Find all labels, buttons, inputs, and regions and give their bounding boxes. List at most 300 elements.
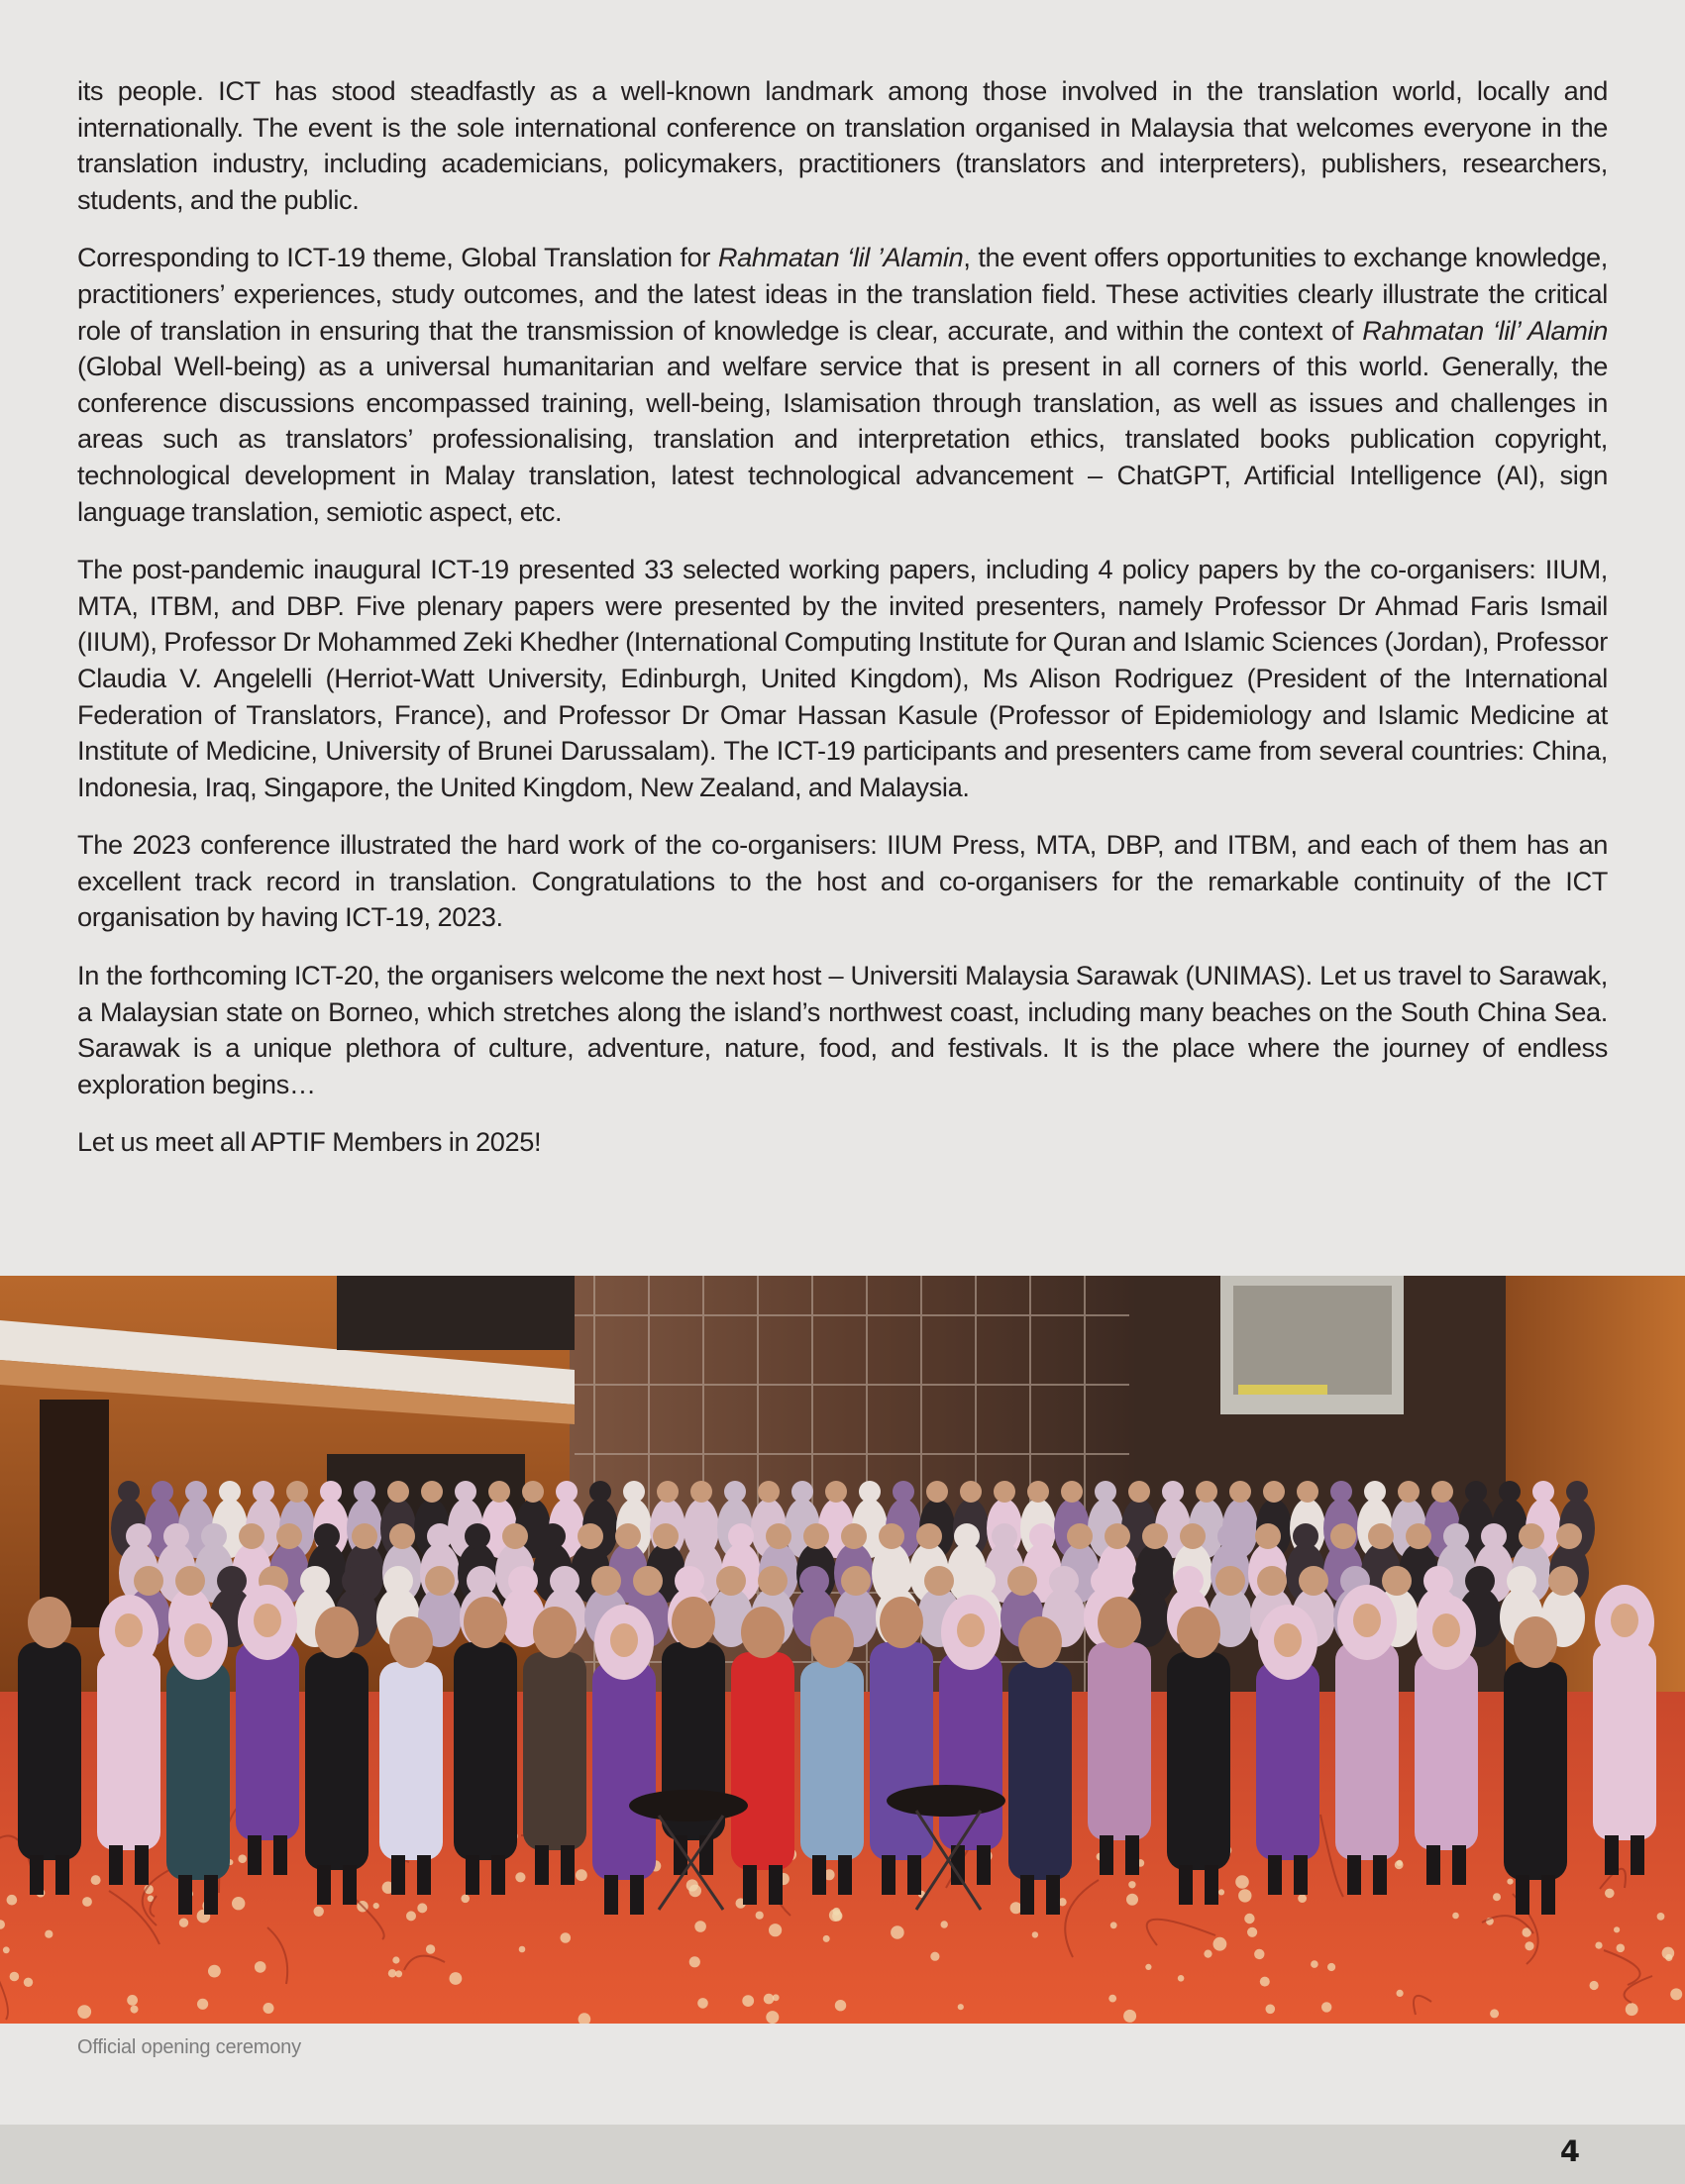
attendee-front-head bbox=[810, 1616, 854, 1668]
carpet-flower bbox=[519, 1946, 526, 1953]
carpet-flower bbox=[1665, 1954, 1672, 1961]
attendee-leg bbox=[743, 1865, 757, 1905]
carpet-flower bbox=[766, 2011, 779, 2024]
carpet-flower bbox=[1213, 1937, 1227, 1951]
carpet-flower bbox=[314, 1907, 324, 1917]
attendee-head bbox=[1465, 1566, 1495, 1596]
attendee-head bbox=[633, 1566, 663, 1596]
attendee-leg bbox=[907, 1855, 921, 1895]
attendee-leg bbox=[30, 1855, 44, 1895]
attendee-face bbox=[115, 1613, 143, 1647]
carpet-flower bbox=[941, 1921, 948, 1927]
attendee-head bbox=[1499, 1481, 1521, 1503]
attendee-leg bbox=[135, 1845, 149, 1885]
carpet-flower bbox=[1010, 1902, 1022, 1914]
attendee-head bbox=[556, 1481, 578, 1503]
carpet-flower bbox=[764, 1994, 775, 2005]
attendee-face bbox=[1611, 1604, 1638, 1637]
attendee-leg bbox=[769, 1865, 783, 1905]
carpet-flower bbox=[689, 1956, 700, 1967]
attendee-leg bbox=[1294, 1855, 1308, 1895]
attendee-head bbox=[1423, 1566, 1453, 1596]
attendee-head bbox=[540, 1523, 566, 1549]
attendee-head bbox=[465, 1523, 490, 1549]
attendee-front-head bbox=[880, 1597, 923, 1648]
attendee-leg bbox=[812, 1855, 826, 1895]
attendee-head bbox=[1049, 1566, 1079, 1596]
carpet-flower bbox=[1395, 1860, 1404, 1869]
text-segment: The post-pandemic inaugural ICT-19 presented 33 selected working papers, including 4 policy papers by the co-organisers: IIUM, MTA, ITBM, and DBP. Five plenary papers were presented by the invited presenters, namely Professor Dr Ahmad Faris Ismail (IIUM), Professor Dr Mohammed Zeki Khedher (International Computing Institute for Quran and Islamic Sciences (Jordan), Professor Claudia V. Angelelli (Herriot-Watt University, Edinburgh, United Kingdom), Ms Alison Rodriguez (President of the International Federation of Translators, France), and Professor Dr Omar Hassan Kasule (Professor of Epidemiology and Islamic Medicine at Institute of Medicine, University of Brunei Darussalam). The ICT-19 participants and presenters came from several countries: China, Indonesia, Iraq, Singapore, the United Kingdom, New Zealand, and Malaysia. bbox=[77, 554, 1608, 802]
doorway-left bbox=[40, 1400, 109, 1627]
attendee-head bbox=[1299, 1566, 1328, 1596]
attendee-front-body bbox=[523, 1652, 586, 1850]
attendee-head bbox=[421, 1481, 443, 1503]
attendee-leg bbox=[882, 1855, 895, 1895]
carpet-flower bbox=[1126, 1894, 1138, 1906]
attendee-leg bbox=[1020, 1875, 1034, 1915]
attendee-head bbox=[488, 1481, 510, 1503]
attendee-front-body bbox=[731, 1652, 794, 1870]
carpet-flower bbox=[958, 2004, 964, 2010]
carpet-flower bbox=[45, 1930, 53, 1938]
attendee-head bbox=[354, 1481, 375, 1503]
attendee-leg bbox=[1452, 1845, 1466, 1885]
italic-term: Rahmatan ‘lil ’Alamin bbox=[717, 242, 964, 273]
attendee-front-body bbox=[1593, 1642, 1656, 1840]
attendee-head bbox=[1481, 1523, 1507, 1549]
attendee-head bbox=[1532, 1481, 1554, 1503]
carpet-flower bbox=[832, 1911, 842, 1921]
attendee-front-body bbox=[379, 1662, 443, 1860]
attendee-leg bbox=[1205, 1865, 1218, 1905]
attendee-head bbox=[589, 1481, 611, 1503]
attendee-head bbox=[522, 1481, 544, 1503]
attendee-leg bbox=[109, 1845, 123, 1885]
carpet-flower bbox=[1617, 1944, 1626, 1953]
attendee-leg bbox=[1631, 1835, 1644, 1875]
attendee-leg bbox=[535, 1845, 549, 1885]
attendee-leg bbox=[1179, 1865, 1193, 1905]
attendee-leg bbox=[977, 1845, 991, 1885]
attendee-head bbox=[690, 1523, 716, 1549]
attendee-front-head bbox=[1514, 1616, 1557, 1668]
carpet-flower bbox=[1657, 1913, 1665, 1921]
attendee-leg bbox=[1125, 1835, 1139, 1875]
attendee-head bbox=[201, 1523, 227, 1549]
carpet-flower bbox=[756, 1912, 764, 1920]
carpet-flower bbox=[461, 1895, 470, 1904]
carpet-flower bbox=[1145, 1964, 1151, 1970]
text-segment: (Global Well-being) as a universal humanitarian and welfare service that is present in all corners of this world. Generally, the conference discussions encompassed training, well-being, Islamisation through translation, as well as issues and challenges in areas such as translators’ professionalising, translation and interpretation ethics, translated books publication copyright, technological development in Malay translation, latest technological advancement – ChatGPT, Artificial Intelligence (AI), sign language translation, semiotic aspect, etc. bbox=[77, 351, 1608, 527]
attendee-head bbox=[185, 1481, 207, 1503]
attendee-head bbox=[550, 1566, 579, 1596]
attendee-face bbox=[1432, 1613, 1460, 1647]
carpet-flower bbox=[1525, 1941, 1533, 1950]
attendee-head bbox=[175, 1566, 205, 1596]
attendee-face bbox=[957, 1613, 985, 1647]
carpet-flower bbox=[24, 1978, 33, 1987]
carpet-flower bbox=[1311, 1960, 1318, 1968]
carpet-flower bbox=[426, 1944, 435, 1953]
attendee-head bbox=[467, 1566, 496, 1596]
attendee-head bbox=[926, 1481, 948, 1503]
attendee-head bbox=[314, 1523, 340, 1549]
carpet-flower bbox=[7, 1895, 18, 1906]
attendee-head bbox=[300, 1566, 330, 1596]
page-footer bbox=[0, 2125, 1685, 2184]
photo-caption: Official opening ceremony bbox=[77, 2036, 301, 2058]
carpet-flower bbox=[392, 1956, 399, 1963]
attendee-head bbox=[960, 1481, 982, 1503]
attendee-head bbox=[1255, 1523, 1281, 1549]
attendee-head bbox=[1406, 1523, 1431, 1549]
attendee-head bbox=[1196, 1481, 1217, 1503]
carpet-flower bbox=[3, 1946, 10, 1953]
attendee-head bbox=[879, 1523, 904, 1549]
screen-content bbox=[1233, 1286, 1392, 1395]
attendee-head bbox=[152, 1481, 173, 1503]
attendee-leg bbox=[604, 1875, 618, 1915]
carpet-flower bbox=[688, 1885, 701, 1898]
carpet-flower bbox=[1244, 1914, 1254, 1924]
attendee-head bbox=[387, 1481, 409, 1503]
attendee-head bbox=[1061, 1481, 1083, 1503]
carpet-flower bbox=[742, 1995, 754, 2007]
attendee-head bbox=[1519, 1523, 1544, 1549]
screen-banner bbox=[1238, 1385, 1327, 1395]
attendee-leg bbox=[55, 1855, 69, 1895]
attendee-head bbox=[1297, 1481, 1318, 1503]
carpet-flower bbox=[1490, 2009, 1499, 2018]
attendee-front-body bbox=[305, 1652, 369, 1870]
attendee-head bbox=[799, 1566, 829, 1596]
attendee-head bbox=[320, 1481, 342, 1503]
attendee-front-body bbox=[18, 1642, 81, 1860]
attendee-head bbox=[1330, 1481, 1352, 1503]
article-body bbox=[77, 73, 1608, 1183]
attendee-head bbox=[276, 1523, 302, 1549]
attendee-head bbox=[1382, 1566, 1412, 1596]
attendee-leg bbox=[561, 1845, 575, 1885]
carpet-flower bbox=[891, 1925, 904, 1939]
attendee-head bbox=[1162, 1481, 1184, 1503]
text-segment: its people. ICT has stood steadfastly as a well-known landmark among those involved in the translation world, locally and internationally. The event is the sole international conference on translation organised in Malaysia that welcomes everyone in the translation industry, including academicians, policymakers, practitioners (translators and interpreters), publishers, researchers, students, and the public. bbox=[77, 75, 1608, 215]
text-segment: Let us meet all APTIF Members in 2025! bbox=[77, 1126, 542, 1158]
carpet-flower bbox=[238, 1854, 247, 1863]
attendee-leg bbox=[1268, 1855, 1282, 1895]
carpet-flower bbox=[1321, 2002, 1331, 2012]
attendee-front-body bbox=[1167, 1652, 1230, 1870]
attendee-head bbox=[1174, 1566, 1204, 1596]
attendee-front-head bbox=[672, 1597, 715, 1648]
attendee-front-body bbox=[454, 1642, 517, 1860]
attendee-head bbox=[1142, 1523, 1168, 1549]
attendee-head bbox=[1293, 1523, 1318, 1549]
carpet-flower bbox=[823, 1935, 830, 1942]
attendee-head bbox=[675, 1566, 704, 1596]
balcony-dark bbox=[337, 1276, 575, 1350]
attendee-head bbox=[766, 1523, 791, 1549]
attendee-head bbox=[803, 1523, 829, 1549]
attendee-head bbox=[352, 1523, 377, 1549]
attendee-leg bbox=[343, 1865, 357, 1905]
attendee-front-body bbox=[1415, 1652, 1478, 1850]
attendee-head bbox=[389, 1523, 415, 1549]
attendee-head bbox=[716, 1566, 746, 1596]
carpet-flower bbox=[388, 1969, 396, 1977]
attendee-head bbox=[286, 1481, 308, 1503]
attendee-front-body bbox=[1504, 1662, 1567, 1880]
attendee-head bbox=[253, 1481, 274, 1503]
carpet-flower bbox=[1452, 1913, 1459, 1920]
carpet-flower bbox=[697, 1998, 708, 2009]
attendee-front-head bbox=[533, 1607, 577, 1658]
italic-term: Rahmatan ‘lil’ Alamin bbox=[1362, 314, 1608, 346]
attendee-front-body bbox=[166, 1662, 230, 1880]
carpet-flower bbox=[1605, 1889, 1615, 1899]
carpet-flower bbox=[769, 1924, 782, 1936]
attendee-head bbox=[163, 1523, 189, 1549]
attendee-head bbox=[690, 1481, 712, 1503]
carpet-flower bbox=[1507, 1879, 1513, 1885]
carpet-flower bbox=[1327, 1963, 1335, 1971]
attendee-head bbox=[1368, 1523, 1394, 1549]
attendee-front-head bbox=[28, 1597, 71, 1648]
carpet-flower bbox=[773, 1994, 780, 2001]
attendee-front-body bbox=[939, 1652, 1002, 1850]
carpet-flower bbox=[450, 1972, 463, 1985]
attendee-front-body bbox=[1335, 1642, 1399, 1860]
attendee-front-body bbox=[800, 1662, 864, 1860]
attendee-head bbox=[1566, 1481, 1588, 1503]
attendee-front-head bbox=[1098, 1597, 1141, 1648]
attendee-front-body bbox=[1256, 1662, 1319, 1860]
attendee-front-body bbox=[236, 1642, 299, 1840]
attendee-head bbox=[954, 1523, 980, 1549]
carpet-flower bbox=[197, 1999, 208, 2010]
carpet-flower bbox=[1235, 1875, 1249, 1889]
attendee-leg bbox=[204, 1875, 218, 1915]
attendee-head bbox=[994, 1481, 1015, 1503]
attendee-head bbox=[657, 1481, 679, 1503]
attendee-head bbox=[1257, 1566, 1287, 1596]
carpet-flower bbox=[91, 1875, 101, 1885]
attendee-head bbox=[791, 1481, 813, 1503]
attendee-head bbox=[623, 1481, 645, 1503]
carpet-flower bbox=[1670, 1988, 1682, 2000]
carpet-flower bbox=[208, 1965, 221, 1978]
carpet-flower bbox=[1128, 1881, 1135, 1888]
attendee-front-body bbox=[1008, 1662, 1072, 1880]
attendee-head bbox=[118, 1481, 140, 1503]
carpet-flower bbox=[835, 2000, 846, 2011]
attendee-face bbox=[184, 1623, 212, 1657]
attendee-leg bbox=[838, 1855, 852, 1895]
attendee-head bbox=[1443, 1523, 1469, 1549]
attendee-head bbox=[1215, 1566, 1245, 1596]
attendee-front-body bbox=[870, 1642, 933, 1860]
carpet-flower bbox=[561, 1932, 572, 1943]
attendee-head bbox=[653, 1523, 679, 1549]
attendee-head bbox=[508, 1566, 538, 1596]
carpet-flower bbox=[1298, 1894, 1307, 1903]
attendee-front-body bbox=[592, 1662, 656, 1880]
attendee-head bbox=[1029, 1523, 1055, 1549]
attendee-leg bbox=[391, 1855, 405, 1895]
carpet-flower bbox=[1123, 2010, 1136, 2023]
carpet-flower bbox=[373, 1903, 379, 1909]
paragraph-ict19-theme bbox=[77, 240, 1608, 530]
attendee-head bbox=[758, 1481, 780, 1503]
attendee-face bbox=[1353, 1604, 1381, 1637]
carpet-flower bbox=[694, 1921, 706, 1932]
attendee-head bbox=[578, 1523, 603, 1549]
attendee-head bbox=[502, 1523, 528, 1549]
carpet-flower bbox=[1260, 1977, 1270, 1987]
attendee-leg bbox=[1373, 1855, 1387, 1895]
attendee-head bbox=[728, 1523, 754, 1549]
attendee-head bbox=[841, 1523, 867, 1549]
attendee-head bbox=[425, 1566, 455, 1596]
attendee-front-body bbox=[97, 1652, 160, 1850]
carpet-flower bbox=[1218, 1889, 1224, 1895]
carpet-flower bbox=[576, 1869, 587, 1881]
attendee-leg bbox=[417, 1855, 431, 1895]
attendee-head bbox=[1263, 1481, 1285, 1503]
paragraph-co-organisers bbox=[77, 827, 1608, 936]
attendee-head bbox=[1431, 1481, 1453, 1503]
carpet-flower bbox=[1397, 1990, 1404, 1997]
carpet-flower bbox=[232, 1897, 245, 1910]
carpet-flower bbox=[1493, 1893, 1501, 1901]
carpet-flower bbox=[1238, 1889, 1251, 1902]
attendee-head bbox=[1128, 1481, 1150, 1503]
carpet-flower bbox=[10, 1972, 20, 1982]
carpet-flower bbox=[82, 1897, 92, 1907]
paragraph-ict20-sarawak bbox=[77, 958, 1608, 1102]
attendee-front-body bbox=[1088, 1642, 1151, 1840]
attendee-head bbox=[893, 1481, 914, 1503]
attendee-head bbox=[455, 1481, 476, 1503]
carpet-flower bbox=[1254, 1949, 1264, 1959]
attendee-leg bbox=[1100, 1835, 1113, 1875]
group-photo-illustration bbox=[0, 1276, 1685, 2024]
attendee-head bbox=[924, 1566, 954, 1596]
attendee-leg bbox=[630, 1875, 644, 1915]
attendee-head bbox=[591, 1566, 621, 1596]
carpet-flower bbox=[1178, 1975, 1185, 1982]
carpet-flower bbox=[406, 1911, 416, 1921]
attendee-head bbox=[916, 1523, 942, 1549]
carpet-flower bbox=[1032, 1931, 1038, 1937]
carpet-flower bbox=[1266, 2005, 1276, 2015]
text-segment: , the event offers opportunities to exchange knowledge, practitioners’ experiences, study outcomes, and the latest ideas in the translation field. These activities clearly illustrate the critical role of translation in ensuring that the transmission of knowledge is clear, accurate, and within the context of bbox=[77, 242, 1609, 346]
attendee-front-head bbox=[389, 1616, 433, 1668]
attendee-head bbox=[1027, 1481, 1049, 1503]
attendee-leg bbox=[1605, 1835, 1619, 1875]
attendee-front-head bbox=[464, 1597, 507, 1648]
carpet-flower bbox=[179, 1919, 188, 1927]
attendee-head bbox=[1465, 1481, 1487, 1503]
carpet-flower bbox=[1247, 1927, 1257, 1937]
text-segment: Corresponding to ICT-19 theme, Global Translation for bbox=[77, 242, 718, 273]
attendee-head bbox=[841, 1566, 871, 1596]
carpet-flower bbox=[1595, 1942, 1602, 1949]
attendee-front-head bbox=[741, 1607, 785, 1658]
attendee-head bbox=[1095, 1481, 1116, 1503]
attendee-leg bbox=[491, 1855, 505, 1895]
carpet-flower bbox=[930, 1952, 939, 1961]
attendee-head bbox=[219, 1481, 241, 1503]
carpet-flower bbox=[1110, 1922, 1117, 1928]
attendee-leg bbox=[1347, 1855, 1361, 1895]
attendee-head bbox=[1556, 1523, 1582, 1549]
attendee-head bbox=[1229, 1481, 1251, 1503]
attendee-leg bbox=[317, 1865, 331, 1905]
text-segment: The 2023 conference illustrated the hard work of the co-organisers: IIUM Press, MTA, DBP, and ITBM, and each of them has an excellent track record in translation. Congratulations to the host and co-organisers for the remarkable continuity of the ICT organisation by having ICT-19, 2023. bbox=[77, 829, 1608, 933]
page-number: 4 bbox=[1559, 2134, 1580, 2168]
attendee-leg bbox=[1541, 1875, 1555, 1915]
carpet-flower bbox=[417, 1903, 427, 1913]
carpet-flower bbox=[255, 1961, 266, 1973]
attendee-head bbox=[1398, 1481, 1420, 1503]
attendee-head bbox=[859, 1481, 881, 1503]
attendee-head bbox=[825, 1481, 847, 1503]
attendee-head bbox=[342, 1566, 371, 1596]
carpet-flower bbox=[1204, 1950, 1211, 1958]
attendee-front-head bbox=[315, 1607, 359, 1658]
attendee-leg bbox=[273, 1835, 287, 1875]
attendee-head bbox=[134, 1566, 163, 1596]
paragraph-closing bbox=[77, 1124, 1608, 1161]
attendee-head bbox=[126, 1523, 152, 1549]
attendee-head bbox=[1132, 1566, 1162, 1596]
attendee-head bbox=[1180, 1523, 1206, 1549]
attendee-head bbox=[992, 1523, 1017, 1549]
group-photo bbox=[0, 1276, 1685, 2024]
attendee-head bbox=[1364, 1481, 1386, 1503]
attendee-head bbox=[1217, 1523, 1243, 1549]
attendee-leg bbox=[178, 1875, 192, 1915]
attendee-head bbox=[724, 1481, 746, 1503]
attendee-head bbox=[758, 1566, 788, 1596]
attendee-leg bbox=[1426, 1845, 1440, 1885]
carpet-flower bbox=[77, 2005, 91, 2019]
attendee-face bbox=[1274, 1623, 1302, 1657]
attendee-head bbox=[239, 1523, 264, 1549]
attendee-head bbox=[427, 1523, 453, 1549]
attendee-leg bbox=[466, 1855, 479, 1895]
carpet-flower bbox=[1626, 2003, 1638, 2016]
attendee-front-head bbox=[1018, 1616, 1062, 1668]
carpet-flower bbox=[1590, 1981, 1599, 1990]
attendee-leg bbox=[1516, 1875, 1529, 1915]
attendee-head bbox=[1105, 1523, 1130, 1549]
attendee-head bbox=[615, 1523, 641, 1549]
attendee-leg bbox=[1046, 1875, 1060, 1915]
carpet-flower bbox=[1614, 1926, 1620, 1932]
carpet-flower bbox=[263, 2003, 274, 2014]
paragraph-ict-intro bbox=[77, 73, 1608, 218]
carpet-flower bbox=[515, 1872, 525, 1882]
attendee-leg bbox=[248, 1835, 262, 1875]
attendee-head bbox=[1330, 1523, 1356, 1549]
attendee-head bbox=[1067, 1523, 1093, 1549]
carpet-flower bbox=[131, 2006, 139, 2014]
attendee-head bbox=[1007, 1566, 1037, 1596]
attendee-head bbox=[217, 1566, 247, 1596]
attendee-head bbox=[966, 1566, 996, 1596]
